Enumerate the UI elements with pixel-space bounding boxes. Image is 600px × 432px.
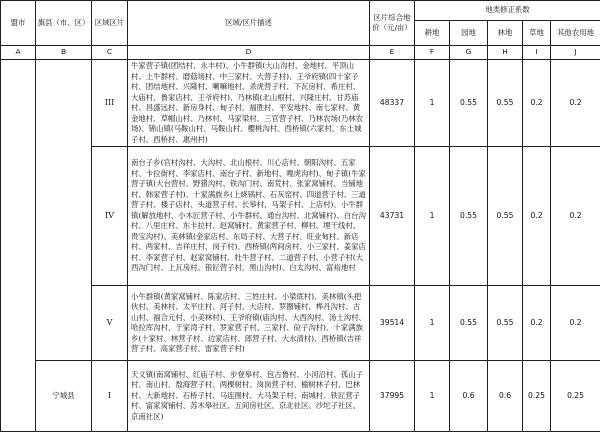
coef-grass-cell: 0.2 (523, 286, 551, 361)
coef-cultivated-cell: 1 (415, 361, 450, 432)
description-cell: 天义镇(南窝铺村、红庙子村、步登皋村、包古鲁村、小河沿村、孤山子村、南山村、敖海营子村、两棵树村、岗岗营子村、榆树林子村、巴林村、大新地村、石桥子村、马连围村、大马架子村、南城村、铁匠营子村、富家窝铺村、苏木皋社区、五间房社区、京北社区、沙坨子社区、京南社区) (128, 361, 370, 432)
header-league-city: 盟市 (1, 1, 36, 46)
coef-grass-cell: 0.2 (523, 147, 551, 286)
coef-garden-cell: 0.55 (450, 286, 488, 361)
coef-other-cell: 0.2 (551, 147, 600, 286)
coef-forest-cell: 0.55 (488, 286, 523, 361)
header-other: 其他农用地 (551, 21, 600, 46)
letter-i: I (523, 46, 551, 60)
letter-g: G (450, 46, 488, 60)
county-cell: 宁城县 (36, 361, 92, 432)
coef-grass-cell: 0.2 (523, 60, 551, 147)
coef-other-cell: 0.25 (551, 361, 600, 432)
coef-grass-cell: 0.25 (523, 361, 551, 432)
table-row (1, 60, 600, 147)
header-zone: 区域区片 (92, 1, 128, 46)
table-row (1, 361, 600, 432)
coef-forest-cell: 0.6 (488, 361, 523, 432)
letter-e: E (370, 46, 415, 60)
header-grass: 草地 (523, 21, 551, 46)
league-city-cell (1, 60, 36, 432)
description-cell: 小牛群镇(黄家窝铺村、陈家店村、三姓庄村、小梁底村)、美林镇(头把伙村、美林村、太平庄村、河子村、大店村、罗圈铺村、桦丹沟村、古山村、福合元村、小美林村)、王爷府镇(庙沟村、大西沟村、汤土沟村、哈拉库沟村、于家湾子村、罗家营子村、三家村、砬子沟村)、十家满族乡(十家村、林营子村、边家店村、郎营子村、大水清村)、西桥镇(吉祥营子村、高家营子村、雷家营子村) (128, 286, 370, 361)
price-cell: 43731 (370, 147, 415, 286)
coef-cultivated-cell: 1 (415, 147, 450, 286)
header-cultivated: 耕地 (415, 21, 450, 46)
coef-cultivated-cell: 1 (415, 286, 450, 361)
zone-cell: I (92, 361, 128, 432)
letter-b: B (36, 46, 92, 60)
header-coefficients: 地类修正系数 (415, 1, 600, 21)
coef-garden-cell: 0.6 (450, 361, 488, 432)
letter-d: D (128, 46, 370, 60)
letter-c: C (92, 46, 128, 60)
county-cell-upper (36, 60, 92, 361)
coef-garden-cell: 0.55 (450, 147, 488, 286)
price-cell: 37995 (370, 361, 415, 432)
header-banner-county: 旗县（市、区） (36, 1, 92, 46)
coef-forest-cell: 0.55 (488, 60, 523, 147)
coef-other-cell: 0.2 (551, 286, 600, 361)
price-cell: 39514 (370, 286, 415, 361)
coef-other-cell: 0.2 (551, 60, 600, 147)
header-description: 区域/区片描述 (128, 1, 370, 46)
letter-a: A (1, 46, 36, 60)
description-cell: 牛家营子镇(团结村、永丰村)、小牛群镇(大山沟村、金地村、平顶山村、上牛群村、磨菇场村、中三家村、大营子村)、王爷府镇(四十家子村、团结地村、兴隆村、喇嘛地村、杀虎营子村、下瓦房村、希庄村、大庙村、鲁家店村、王爷府村)、乃林镇(北山根村、兴隆庄村、甘苏庙村、昌盛远村、新房身村、甸子村、福胜村、平安地村、南七家村、黄金地村、草帽山村、乃林村、马家梁村、三官营子村、乃林农场(乃林农场)、锦山镇(马鞍山村、马鞍山村、樱桃沟村、西桥镇(六家村、东土城子村、西桥村、惠州村) (128, 60, 370, 147)
coef-cultivated-cell: 1 (415, 60, 450, 147)
coef-garden-cell: 0.55 (450, 60, 488, 147)
zone-cell: IV (92, 147, 128, 286)
zone-cell: V (92, 286, 128, 361)
zone-cell: III (92, 60, 128, 147)
header-forest: 林地 (488, 21, 523, 46)
header-garden: 园地 (450, 21, 488, 46)
letter-f: F (415, 46, 450, 60)
header-price: 区片综合地价（元/亩） (370, 1, 415, 46)
coef-forest-cell: 0.55 (488, 147, 523, 286)
price-cell: 48337 (370, 60, 415, 147)
letter-h: H (488, 46, 523, 60)
letter-j: J (551, 46, 600, 60)
description-cell: 南台子乡(官村沟村、大沟村、北山根村、川心店村、朝阳沟村、五家村、卡拉街村、李家店村、南台子村、新地村、嘎虎沟村)、甸子镇(牛家营子镇(大台营村、野猪沟村、铁沟门村、南荒村、张家窝铺村、当铺地村、韩家营子村)、十家满族乡(上烧锅村、石灰窑村、四道营子村、三道营子村、楼子店村、头道营子村、长皋村、马架子村、上店村)、小牛群镇(解放地村、小木匠营子村、小牛群村、通台沟村、北窝铺村)、白台沟村、八里庄村、东卡拉村、赵窝铺村、黄家营子村、柳村、埋干线村、贵宝沟村)、美林镇(金家店村、东局子村、大营子村、旺业甸村、新店村、两家村、吉祥庄村、岗子村)、西桥镇(两间房村、小三家村、姜家店村、李家营子村、赵家窝铺村、牡牛营子村、二道营子村、小营子村(大西沟门村、上瓦房村、银匠营子村、黑山沟村)、白太沟村、富裕地村 (128, 147, 370, 286)
